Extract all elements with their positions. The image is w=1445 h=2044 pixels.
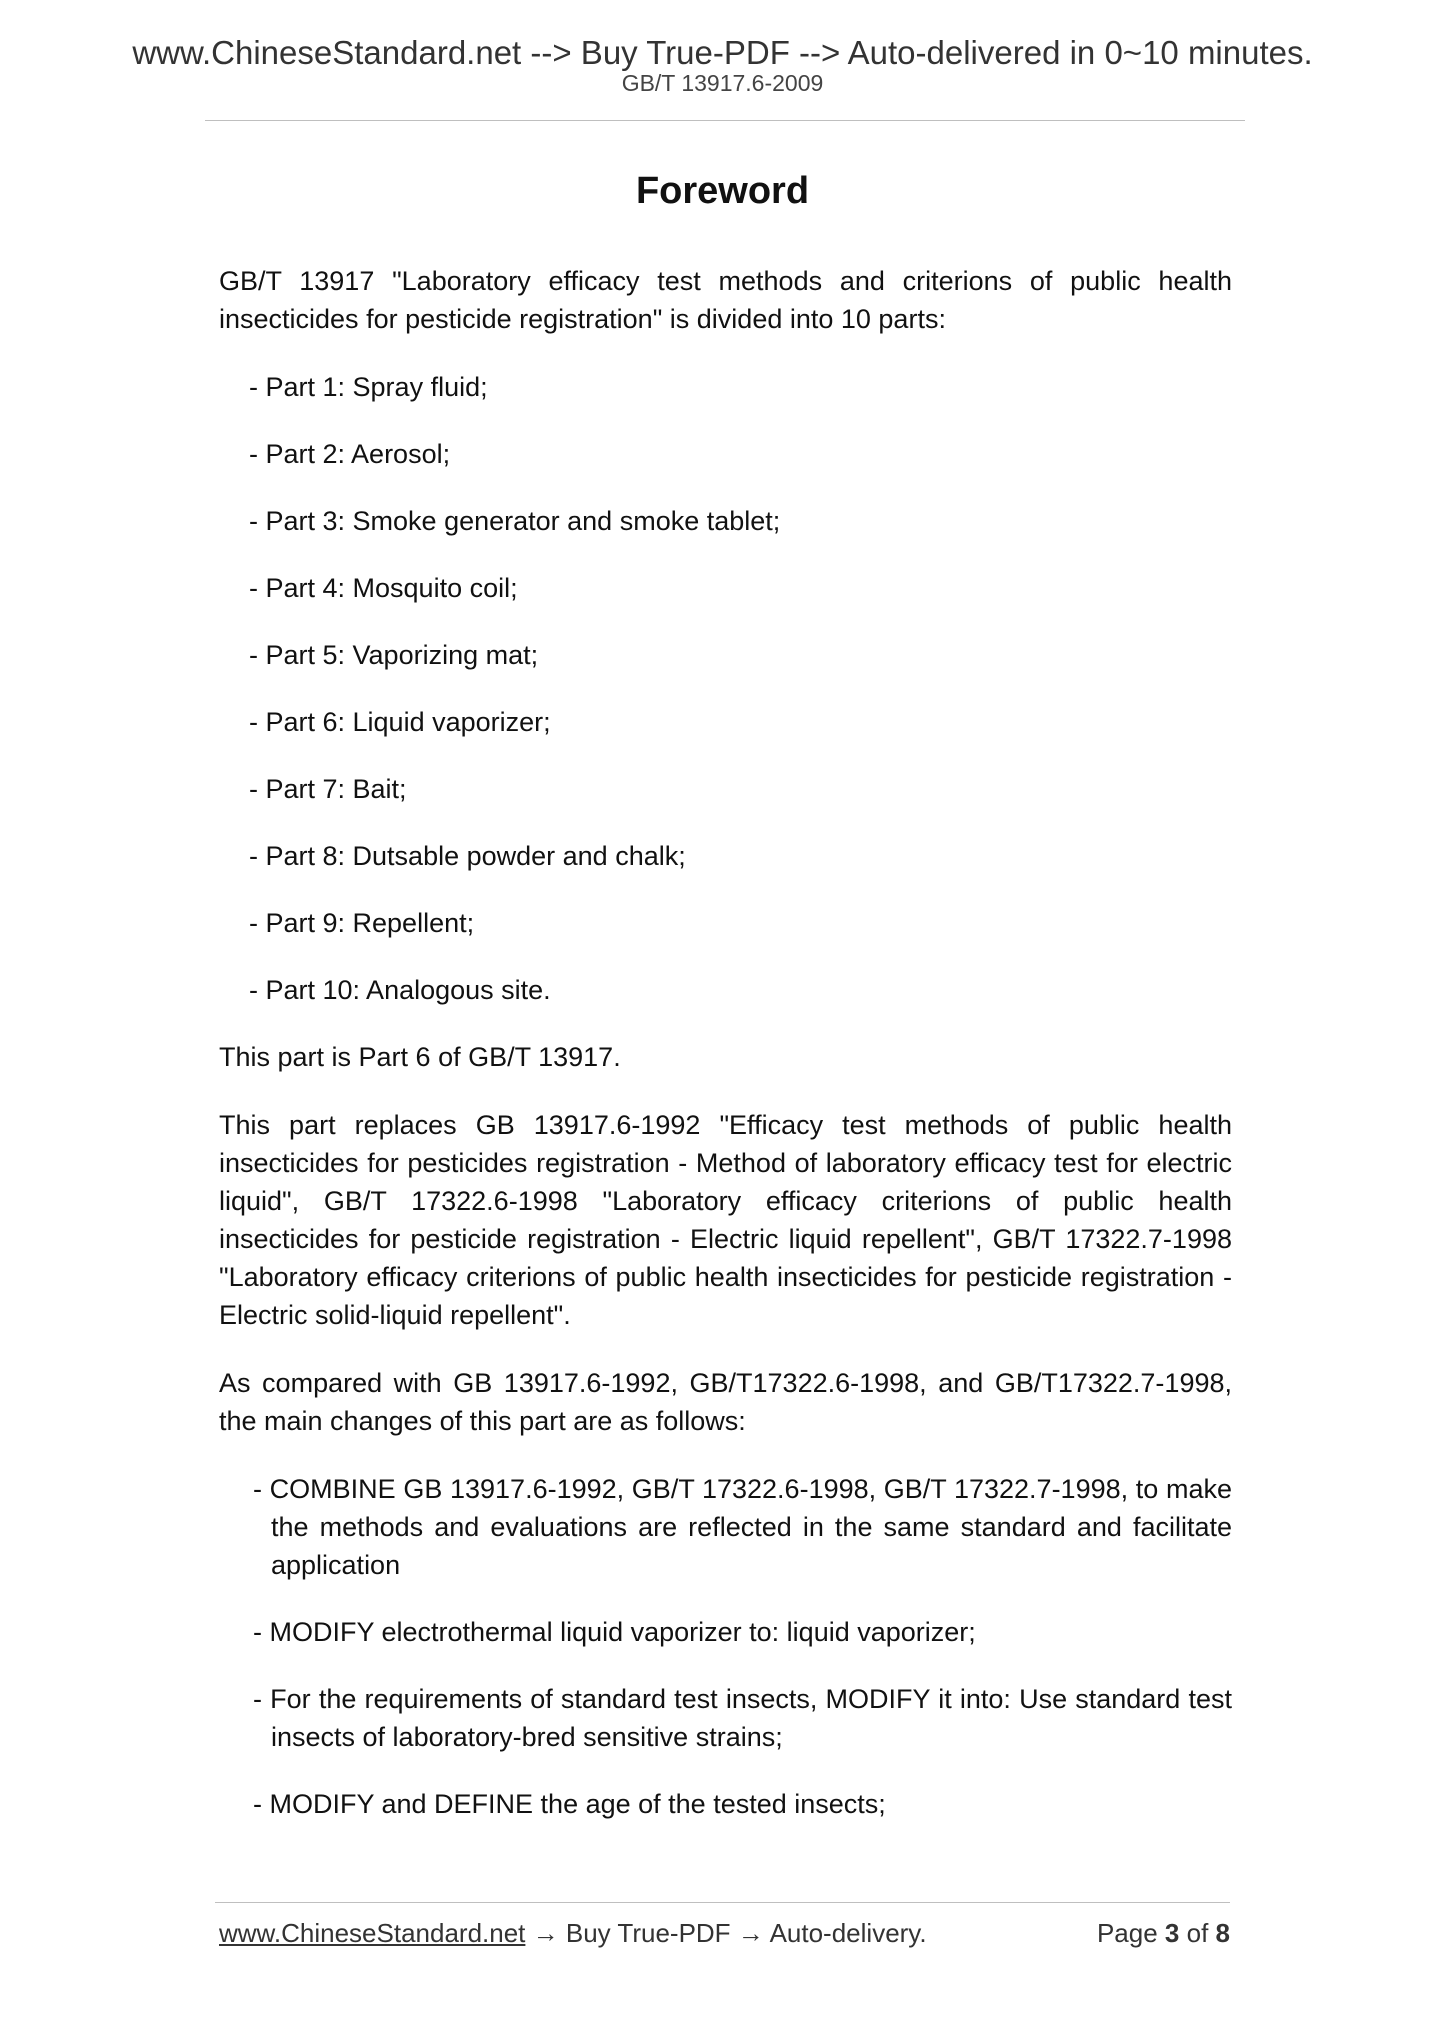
part-item: - Part 3: Smoke generator and smoke tablet;: [249, 506, 781, 536]
page-label: Page: [1096, 1918, 1158, 1948]
change-item: - MODIFY and DEFINE the age of the tested insects;: [253, 1789, 886, 1819]
footer-tagline: → Buy True-PDF → Auto-delivery.: [525, 1918, 927, 1948]
part-item: - Part 4: Mosquito coil;: [249, 573, 518, 603]
replaces-paragraph: This part replaces GB 13917.6-1992 "Efficacy test methods of public health insecticides for pesticides registration - Method of laboratory efficacy test for electric liquid", GB/T 17322.6-1998 "Laboratory efficacy criterions of public health insecticides for pesticide registration - Electric liquid repellent", GB/T 17322.7-1998 "Laboratory efficacy criterions of public health insecticides for pesticide registration - Electric solid-liquid repellent".: [219, 1110, 1232, 1330]
page-of: of: [1186, 1918, 1209, 1948]
standard-code: GB/T 13917.6-2009: [621, 70, 824, 96]
part-item: - Part 5: Vaporizing mat;: [249, 640, 539, 670]
parts-list: [219, 368, 1232, 1009]
part-item: - Part 6: Liquid vaporizer;: [249, 707, 551, 737]
page-footer: [219, 1920, 1230, 1946]
page-title: Foreword: [635, 170, 810, 212]
part-item: - Part 8: Dutsable powder and chalk;: [249, 841, 686, 871]
changes-list: [219, 1470, 1232, 1823]
document-body: [219, 262, 1232, 1852]
footer-divider: [215, 1902, 1230, 1903]
change-item: - For the requirements of standard test insects, MODIFY it into: Use standard test insects of laboratory-bred sensitive strains;: [253, 1684, 1232, 1752]
part-item: - Part 1: Spray fluid;: [249, 372, 488, 402]
part-item: - Part 9: Repellent;: [249, 908, 475, 938]
change-item: - MODIFY electrothermal liquid vaporizer to: liquid vaporizer;: [253, 1617, 976, 1647]
comparison-paragraph: As compared with GB 13917.6-1992, GB/T17322.6-1998, and GB/T17322.7-1998, the main changes of this part are as follows:: [219, 1368, 1232, 1436]
page-total: 8: [1215, 1918, 1230, 1948]
footer-site-link[interactable]: www.ChineseStandard.net: [219, 1918, 526, 1948]
page-number: [1097, 1920, 1230, 1946]
part-item: - Part 2: Aerosol;: [249, 439, 451, 469]
this-part-paragraph: This part is Part 6 of GB/T 13917.: [219, 1042, 621, 1072]
page-current: 3: [1164, 1918, 1180, 1948]
header-divider: [205, 120, 1245, 121]
intro-paragraph: GB/T 13917 "Laboratory efficacy test methods and criterions of public health insecticides for pesticide registration" is divided into 10 parts:: [219, 266, 1232, 334]
change-item: - COMBINE GB 13917.6-1992, GB/T 17322.6-1998, GB/T 17322.7-1998, to make the methods and evaluations are reflected in the same standard and facilitate application: [253, 1474, 1232, 1580]
site-banner: www.ChineseStandard.net --> Buy True-PDF --> Auto-delivered in 0~10 minutes.: [132, 34, 1313, 71]
part-item: - Part 7: Bait;: [249, 774, 407, 804]
part-item: - Part 10: Analogous site.: [249, 975, 551, 1005]
